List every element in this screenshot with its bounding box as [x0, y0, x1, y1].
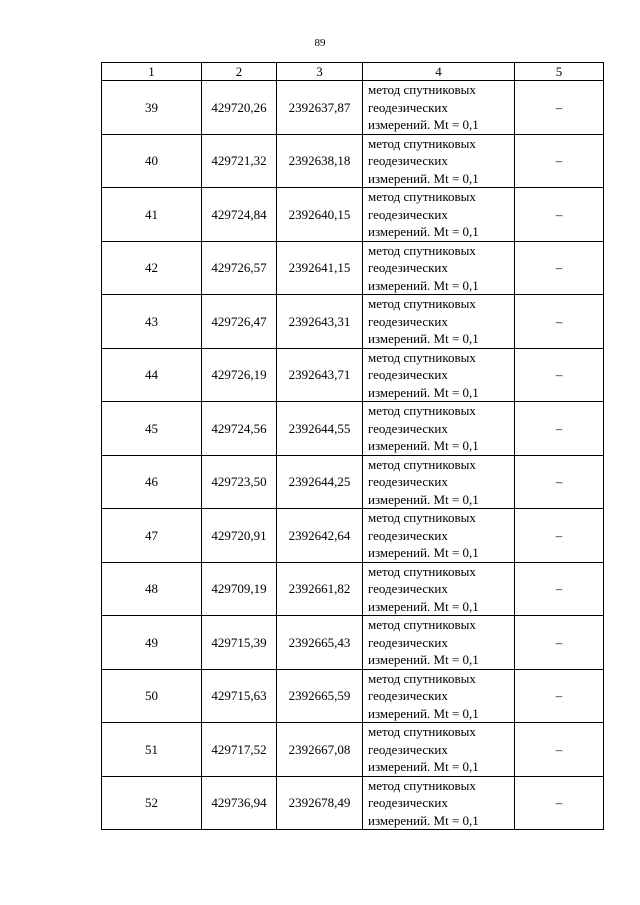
- method-cell: [363, 723, 515, 777]
- table-row: [102, 402, 604, 456]
- note-cell: –: [515, 723, 604, 777]
- table-row: [102, 562, 604, 616]
- method-cell: [363, 616, 515, 670]
- point-number-cell: 52: [102, 776, 202, 830]
- method-cell: [363, 134, 515, 188]
- table-row: [102, 776, 604, 830]
- note-cell: –: [515, 616, 604, 670]
- method-cell: [363, 241, 515, 295]
- method-text: метод спутниковых геодезических измерений. Mt = 0,1: [368, 456, 479, 507]
- method-text: метод спутниковых геодезических измерений. Mt = 0,1: [368, 403, 479, 453]
- table-row: [102, 348, 604, 402]
- point-number-cell: 44: [102, 348, 202, 402]
- table-row: [102, 295, 604, 349]
- y-coordinate-cell: 2392665,43: [277, 616, 363, 670]
- table-row: [102, 616, 604, 670]
- table-row: [102, 723, 604, 777]
- method-text: метод спутниковых геодезических измерений. Mt = 0,1: [368, 296, 479, 346]
- x-coordinate-cell: 429709,19: [202, 562, 277, 616]
- table-row: [102, 669, 604, 723]
- x-coordinate-cell: 429717,52: [202, 723, 277, 777]
- x-coordinate-cell: 429715,63: [202, 669, 277, 723]
- point-number-cell: 50: [102, 669, 202, 723]
- coordinates-table: [101, 62, 604, 830]
- method-cell: [363, 81, 515, 135]
- table-row: [102, 455, 604, 509]
- point-number-cell: 45: [102, 402, 202, 456]
- note-cell: –: [515, 134, 604, 188]
- method-cell: [363, 188, 515, 242]
- note-cell: –: [515, 188, 604, 242]
- method-text: метод спутниковых геодезических измерений. Mt = 0,1: [368, 670, 479, 721]
- point-number-cell: 42: [102, 241, 202, 295]
- table-header: [102, 63, 604, 81]
- method-text: метод спутниковых геодезических измерений. Mt = 0,1: [368, 189, 479, 239]
- y-coordinate-cell: 2392667,08: [277, 723, 363, 777]
- point-number-cell: 51: [102, 723, 202, 777]
- method-cell: [363, 562, 515, 616]
- method-text: метод спутниковых геодезических измерений. Mt = 0,1: [368, 724, 479, 774]
- method-cell: [363, 509, 515, 563]
- y-coordinate-cell: 2392661,82: [277, 562, 363, 616]
- note-cell: –: [515, 669, 604, 723]
- y-coordinate-cell: 2392640,15: [277, 188, 363, 242]
- x-coordinate-cell: 429715,39: [202, 616, 277, 670]
- note-cell: –: [515, 348, 604, 402]
- point-number-cell: 41: [102, 188, 202, 242]
- x-coordinate-cell: 429720,26: [202, 81, 277, 135]
- x-coordinate-cell: 429726,57: [202, 241, 277, 295]
- method-text: метод спутниковых геодезических измерений. Mt = 0,1: [368, 242, 479, 293]
- point-number-cell: 48: [102, 562, 202, 616]
- header-cell-3: 3: [277, 63, 363, 81]
- note-cell: –: [515, 81, 604, 135]
- method-text: метод спутниковых геодезических измерений. Mt = 0,1: [368, 563, 479, 614]
- y-coordinate-cell: 2392678,49: [277, 776, 363, 830]
- method-cell: [363, 776, 515, 830]
- method-cell: [363, 455, 515, 509]
- x-coordinate-cell: 429736,94: [202, 776, 277, 830]
- y-coordinate-cell: 2392637,87: [277, 81, 363, 135]
- point-number-cell: 40: [102, 134, 202, 188]
- method-text: метод спутниковых геодезических измерений. Mt = 0,1: [368, 135, 479, 186]
- y-coordinate-cell: 2392643,31: [277, 295, 363, 349]
- header-row: [102, 63, 604, 81]
- note-cell: –: [515, 562, 604, 616]
- method-text: метод спутниковых геодезических измерений. Mt = 0,1: [368, 777, 479, 828]
- x-coordinate-cell: 429720,91: [202, 509, 277, 563]
- method-text: метод спутниковых геодезических измерений. Mt = 0,1: [368, 617, 479, 667]
- method-text: метод спутниковых геодезических измерений. Mt = 0,1: [368, 349, 479, 400]
- method-cell: [363, 348, 515, 402]
- y-coordinate-cell: 2392638,18: [277, 134, 363, 188]
- y-coordinate-cell: 2392643,71: [277, 348, 363, 402]
- x-coordinate-cell: 429724,84: [202, 188, 277, 242]
- note-cell: –: [515, 455, 604, 509]
- y-coordinate-cell: 2392644,25: [277, 455, 363, 509]
- point-number-cell: 39: [102, 81, 202, 135]
- y-coordinate-cell: 2392642,64: [277, 509, 363, 563]
- x-coordinate-cell: 429721,32: [202, 134, 277, 188]
- header-cell-5: 5: [515, 63, 604, 81]
- x-coordinate-cell: 429724,56: [202, 402, 277, 456]
- point-number-cell: 46: [102, 455, 202, 509]
- table-row: [102, 81, 604, 135]
- x-coordinate-cell: 429723,50: [202, 455, 277, 509]
- page-number: 89: [314, 37, 326, 49]
- table-row: [102, 134, 604, 188]
- header-cell-4: 4: [363, 63, 515, 81]
- note-cell: –: [515, 402, 604, 456]
- method-text: метод спутниковых геодезических измерений. Mt = 0,1: [368, 82, 479, 132]
- table-row: [102, 509, 604, 563]
- note-cell: –: [515, 509, 604, 563]
- y-coordinate-cell: 2392665,59: [277, 669, 363, 723]
- method-cell: [363, 402, 515, 456]
- note-cell: –: [515, 776, 604, 830]
- header-cell-1: 1: [102, 63, 202, 81]
- method-text: метод спутниковых геодезических измерений. Mt = 0,1: [368, 510, 479, 560]
- y-coordinate-cell: 2392644,55: [277, 402, 363, 456]
- point-number-cell: 47: [102, 509, 202, 563]
- method-cell: [363, 669, 515, 723]
- point-number-cell: 43: [102, 295, 202, 349]
- method-cell: [363, 295, 515, 349]
- note-cell: –: [515, 295, 604, 349]
- y-coordinate-cell: 2392641,15: [277, 241, 363, 295]
- point-number-cell: 49: [102, 616, 202, 670]
- table-row: [102, 241, 604, 295]
- x-coordinate-cell: 429726,47: [202, 295, 277, 349]
- note-cell: –: [515, 241, 604, 295]
- x-coordinate-cell: 429726,19: [202, 348, 277, 402]
- table-row: [102, 188, 604, 242]
- header-cell-2: 2: [202, 63, 277, 81]
- table-body: [102, 81, 604, 830]
